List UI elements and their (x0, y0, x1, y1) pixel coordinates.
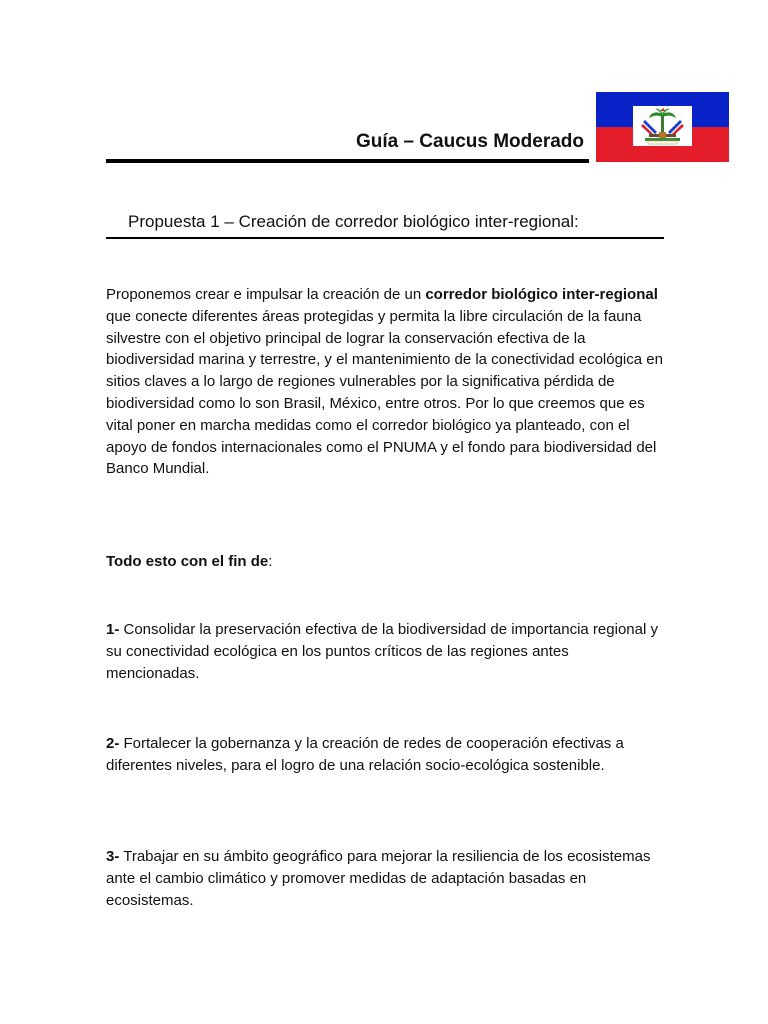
haiti-flag-icon (596, 92, 729, 162)
intro-paragraph: Proponemos crear e impulsar la creación de un corredor biológico inter-regional que conecte diferentes áreas protegidas y permita la libre circulación de la fauna silvestre con el objetivo principal de lograr la conservación efectiva de la biodiversidad marina y terrestre, y el mantenimiento de la conectividad ecológica en sitios claves a lo largo de regiones vulnerables por la significativa pérdida de biodiversidad como lo son Brasil, México, entre otros. Por lo que creemos que es vital poner en marcha medidas como el corredor biológico ya planteado, con el apoyo de fondos internacionales como el PNUMA y el fondo para biodiversidad del Banco Mundial. (106, 286, 663, 478)
aims-heading: Todo esto con el fin de: (106, 553, 273, 570)
intro-bold-term: corredor biológico inter-regional (425, 286, 658, 303)
list-item: 1- Consolidar la preservación efectiva de la biodiversidad de importancia regional y su conectividad ecológica en los puntos críticos de las regiones antes mencionadas. (106, 621, 658, 682)
list-item: 2- Fortalecer la gobernanza y la creación de redes de cooperación efectivas a diferentes niveles, para el logro de una relación socio-ecológica sostenible. (106, 735, 624, 774)
item-number: 1- (106, 621, 120, 638)
section-divider (106, 237, 664, 239)
coat-of-arms-panel (633, 106, 692, 146)
section-title: Propuesta 1 – Creación de corredor biológico inter-regional: (128, 212, 579, 231)
coat-of-arms-icon (633, 106, 692, 146)
list-item: 3- Trabajar en su ámbito geográfico para mejorar la resiliencia de los ecosistemas ante el cambio climático y promover medidas de adaptación basadas en ecosistemas. (106, 848, 651, 909)
header-divider (106, 159, 589, 163)
page-title: Guía – Caucus Moderado (355, 131, 584, 152)
item-number: 2- (106, 735, 120, 752)
item-number: 3- (106, 848, 120, 865)
